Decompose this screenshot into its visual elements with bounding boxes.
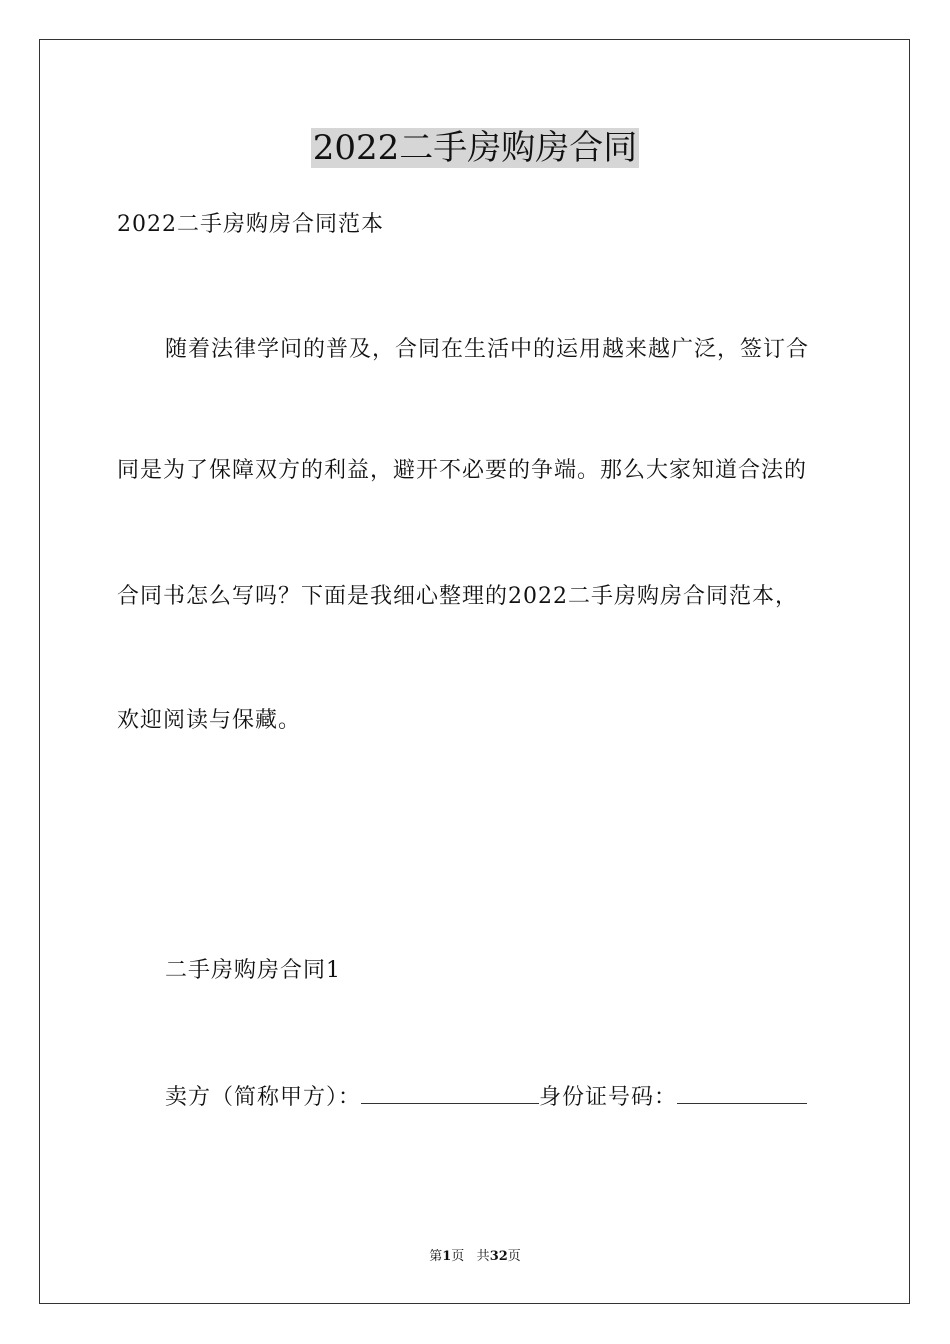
intro-line-2: 同是为了保障双方的利益，避开不必要的争端。那么大家知道合法的 (117, 458, 808, 483)
intro-line-4: 欢迎阅读与保藏。 (117, 708, 302, 733)
document-title-text: 2022二手房购房合同 (312, 128, 638, 168)
page-footer (0, 1248, 950, 1266)
footer-page-number: 1 (442, 1249, 452, 1264)
footer-total-suffix: 页 (507, 1249, 521, 1264)
id-number-blank[interactable] (677, 1081, 807, 1104)
document-subtitle: 2022二手房购房合同范本 (117, 212, 384, 237)
footer-total-prefix: 共 (476, 1249, 490, 1264)
footer-total-pages: 32 (489, 1249, 508, 1264)
footer-page-prefix: 第 (429, 1249, 443, 1264)
footer-page-suffix: 页 (451, 1249, 465, 1264)
id-number-label: 身份证号码： (539, 1085, 678, 1110)
seller-label: 卖方（简称甲方）： (165, 1085, 362, 1110)
document-title (0, 128, 950, 168)
intro-line-1: 随着法律学问的普及，合同在生活中的运用越来越广泛，签订合 (165, 337, 810, 362)
seller-name-blank[interactable] (361, 1081, 539, 1104)
seller-row (165, 1081, 807, 1113)
intro-line-3: 合同书怎么写吗？下面是我细心整理的2022二手房购房合同范本， (117, 584, 798, 609)
section-heading: 二手房购房合同1 (165, 958, 341, 983)
